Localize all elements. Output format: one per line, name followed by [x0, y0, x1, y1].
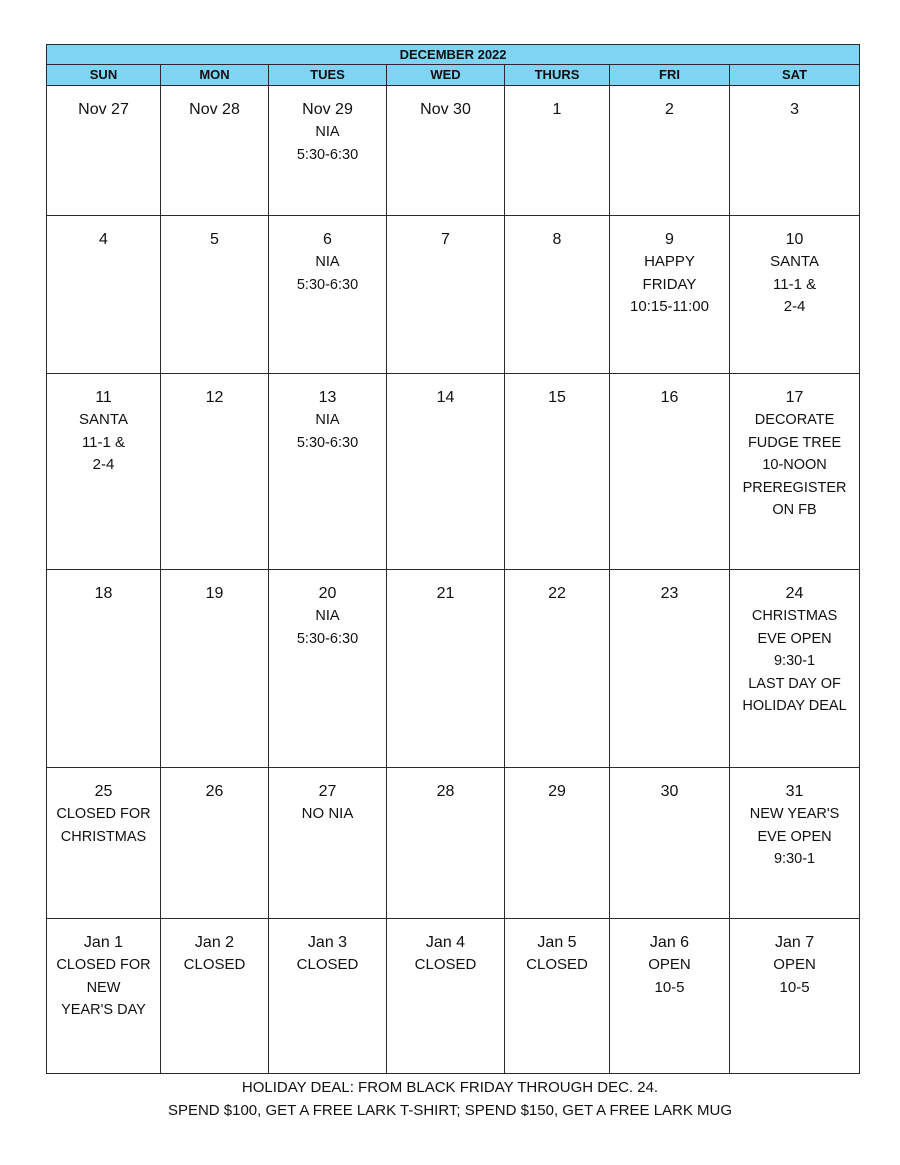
- day-cell: [505, 374, 610, 570]
- day-cell: [505, 216, 610, 374]
- day-cell: [730, 919, 860, 1074]
- day-events: SANTA 11-1 & 2-4: [770, 253, 819, 315]
- day-number: 31: [785, 783, 804, 800]
- holiday-deal-footer: [0, 1076, 900, 1122]
- day-number: Jan 1: [83, 934, 124, 951]
- day-events: NO NIA: [301, 805, 354, 822]
- dow-sun: SUN: [47, 65, 161, 86]
- day-cell: [610, 768, 730, 919]
- week-row: [47, 570, 860, 768]
- day-number: Nov 28: [189, 101, 240, 118]
- day-cell: [730, 570, 860, 768]
- week-row: [47, 216, 860, 374]
- day-number: 23: [660, 585, 679, 602]
- day-number: 15: [548, 389, 566, 406]
- dow-wed: WED: [387, 65, 505, 86]
- day-number: Jan 5: [537, 934, 577, 951]
- day-cell: [730, 374, 860, 570]
- day-number: 10: [785, 231, 804, 248]
- day-cell: [269, 570, 387, 768]
- day-number: 29: [548, 783, 566, 800]
- day-number: 12: [205, 389, 224, 406]
- day-cell: [269, 374, 387, 570]
- day-cell: [47, 374, 161, 570]
- day-events: OPEN 10-5: [773, 956, 816, 996]
- day-cell: [505, 86, 610, 216]
- day-cell: [387, 768, 505, 919]
- day-number: 21: [436, 585, 455, 602]
- day-number: Jan 7: [774, 934, 815, 951]
- dow-fri: FRI: [610, 65, 730, 86]
- dow-mon: MON: [161, 65, 269, 86]
- day-cell: [47, 570, 161, 768]
- day-cell: [610, 374, 730, 570]
- day-number: Jan 3: [307, 934, 348, 951]
- day-number: 22: [548, 585, 566, 602]
- day-events: NEW YEAR'S EVE OPEN 9:30-1: [749, 806, 840, 867]
- day-cell: [387, 919, 505, 1074]
- day-cell: [161, 86, 269, 216]
- day-cell: [730, 86, 860, 216]
- day-number: 7: [441, 231, 450, 248]
- day-number: Jan 2: [194, 934, 235, 951]
- day-events: NIA 5:30-6:30: [296, 254, 359, 293]
- day-cell: [269, 86, 387, 216]
- calendar-title: DECEMBER 2022: [47, 45, 860, 65]
- day-events: CLOSED: [414, 956, 477, 973]
- day-cell: [269, 768, 387, 919]
- day-events: NIA 5:30-6:30: [296, 608, 359, 647]
- day-cell: [730, 216, 860, 374]
- day-cell: [47, 768, 161, 919]
- day-events: CLOSED: [296, 956, 359, 973]
- day-number: Nov 29: [302, 101, 353, 118]
- day-events: CLOSED: [526, 956, 588, 973]
- day-cell: [505, 919, 610, 1074]
- day-cell: [47, 216, 161, 374]
- day-cell: [610, 919, 730, 1074]
- day-number: 14: [436, 389, 455, 406]
- day-number: 6: [323, 231, 332, 248]
- day-cell: [387, 216, 505, 374]
- day-number: 17: [785, 389, 804, 406]
- week-row: [47, 768, 860, 919]
- day-of-week-header: [47, 65, 860, 86]
- day-events: NIA 5:30-6:30: [296, 124, 359, 163]
- day-number: 4: [99, 231, 108, 248]
- day-cell: [610, 570, 730, 768]
- dow-tues: TUES: [269, 65, 387, 86]
- day-number: 2: [665, 101, 674, 118]
- day-number: Jan 6: [649, 934, 690, 951]
- day-cell: [161, 374, 269, 570]
- day-events: DECORATE FUDGE TREE 10-NOON PREREGISTER ON FB: [742, 412, 847, 518]
- day-events: SANTA 11-1 & 2-4: [79, 411, 128, 473]
- day-cell: [387, 86, 505, 216]
- day-cell: [161, 216, 269, 374]
- day-cell: [610, 86, 730, 216]
- day-cell: [161, 768, 269, 919]
- day-cell: [610, 216, 730, 374]
- day-cell: [161, 570, 269, 768]
- day-number: 26: [205, 783, 224, 800]
- day-cell: [161, 919, 269, 1074]
- day-events: CLOSED: [183, 956, 246, 973]
- day-number: 18: [94, 585, 113, 602]
- day-number: 1: [552, 101, 562, 118]
- day-number: Nov 27: [78, 101, 129, 118]
- day-number: Nov 30: [420, 101, 471, 118]
- day-cell: [47, 86, 161, 216]
- day-number: 28: [436, 783, 455, 800]
- day-number: 16: [660, 389, 679, 406]
- day-number: 27: [318, 783, 337, 800]
- day-cell: [730, 768, 860, 919]
- dow-sat: SAT: [730, 65, 860, 86]
- day-number: 13: [318, 389, 337, 406]
- day-number: Jan 4: [425, 934, 466, 951]
- day-cell: [387, 570, 505, 768]
- day-events: NIA 5:30-6:30: [296, 412, 359, 451]
- day-number: 30: [660, 783, 679, 800]
- day-events: CLOSED FOR NEW YEAR'S DAY: [56, 957, 151, 1018]
- day-number: 3: [790, 101, 799, 118]
- calendar-weeks: [47, 86, 860, 1074]
- dow-thurs: THURS: [505, 65, 610, 86]
- day-number: 19: [205, 585, 224, 602]
- day-number: 11: [95, 389, 112, 406]
- footer-line-1: HOLIDAY DEAL: FROM BLACK FRIDAY THROUGH DEC. 24.: [241, 1079, 659, 1096]
- day-events: HAPPY FRIDAY 10:15-11:00: [630, 253, 709, 315]
- week-row: [47, 919, 860, 1074]
- day-events: CHRISTMAS EVE OPEN 9:30-1 LAST DAY OF HOLIDAY DEAL: [742, 608, 847, 714]
- day-cell: [387, 374, 505, 570]
- day-number: 8: [552, 231, 562, 248]
- calendar-table: [46, 44, 860, 1074]
- week-row: [47, 374, 860, 570]
- day-events: CLOSED FOR CHRISTMAS: [56, 806, 151, 845]
- day-cell: [505, 570, 610, 768]
- day-cell: [269, 919, 387, 1074]
- day-cell: [505, 768, 610, 919]
- day-events: OPEN 10-5: [648, 956, 691, 996]
- footer-line-2: SPEND $100, GET A FREE LARK T-SHIRT; SPEND $150, GET A FREE LARK MUG: [167, 1102, 733, 1119]
- day-cell: [47, 919, 161, 1074]
- day-number: 9: [665, 231, 674, 248]
- day-cell: [269, 216, 387, 374]
- day-number: 24: [785, 585, 804, 602]
- day-number: 25: [94, 783, 113, 800]
- week-row: [47, 86, 860, 216]
- day-number: 20: [318, 585, 337, 602]
- day-number: 5: [210, 231, 219, 248]
